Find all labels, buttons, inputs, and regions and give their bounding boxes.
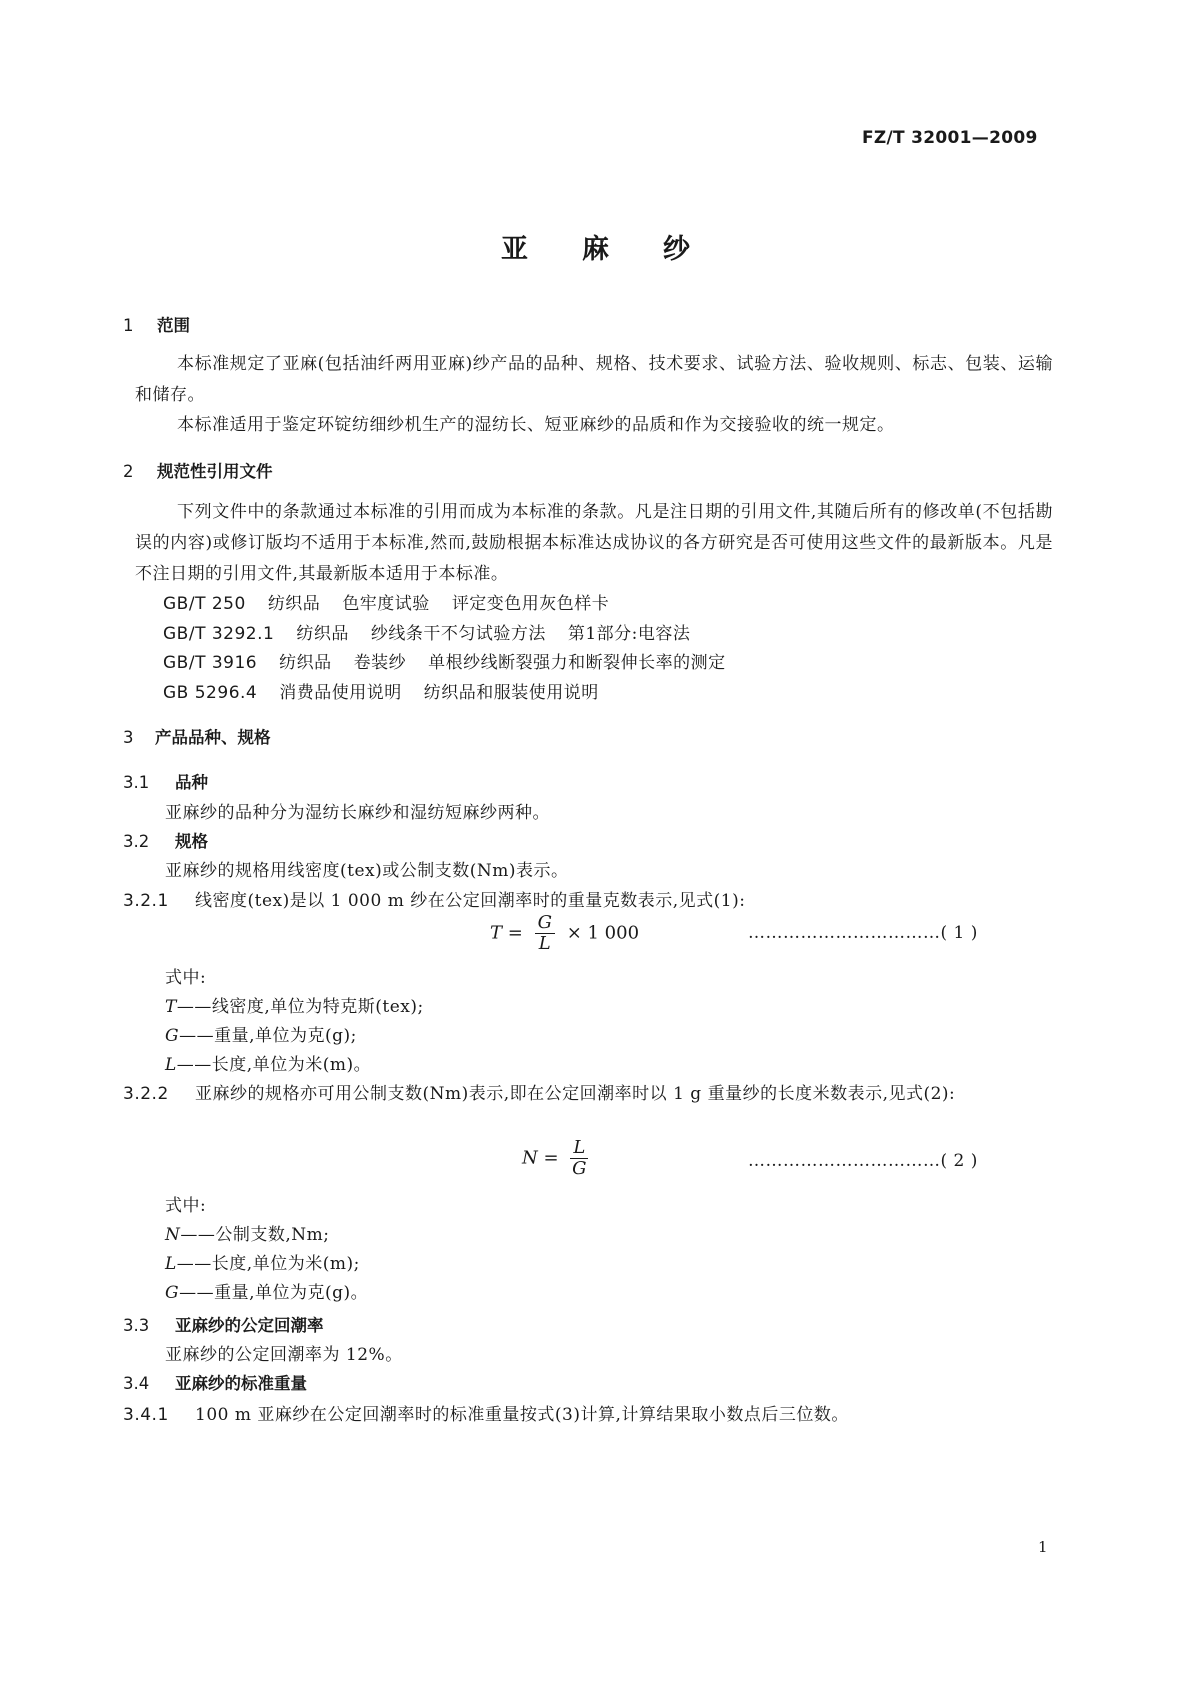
reference-part: 单根纱线断裂强力和断裂伸长率的测定 bbox=[428, 653, 726, 673]
section-2-para: 下列文件中的条款通过本标准的引用而成为本标准的条款。凡是注日期的引用文件,其随后所有的修改单(不包括勘误的内容)或修订版均不适用于本标准,然而,鼓励根据本标准达成协议的各方研究是否可使用这些文件的最新版本。凡是不注日期的引用文件,其最新版本适用于本标准。 bbox=[135, 502, 1053, 584]
formula-equals: = bbox=[543, 1147, 559, 1169]
reference-part: 纺织品 bbox=[279, 653, 332, 673]
variable-symbol: L bbox=[165, 1254, 177, 1274]
leader-dots: …………………………… bbox=[748, 1151, 941, 1171]
subsection-3-2-2 bbox=[123, 1080, 1058, 1109]
formula-numerator: L bbox=[570, 1138, 588, 1159]
section-number: 3.2 bbox=[123, 832, 150, 851]
title-char: 麻 bbox=[582, 234, 609, 265]
reference-code: GB 5296.4 bbox=[163, 683, 258, 703]
subsection-3-1-text: 亚麻纱的品种分为湿纺长麻纱和湿纺短麻纱两种。 bbox=[165, 803, 550, 823]
reference-part: 纺织品 bbox=[267, 594, 321, 614]
section-1-para-1: 本标准规定了亚麻(包括油纤两用亚麻)纱产品的品种、规格、技术要求、试验方法、验收规则、标志、包装、运输和储存。 bbox=[135, 354, 1053, 405]
reference-item bbox=[163, 589, 631, 614]
variable-definition bbox=[165, 1050, 371, 1075]
subsection-3-3-text: 亚麻纱的公定回潮率为 12%。 bbox=[165, 1345, 403, 1365]
subsection-3-2-heading bbox=[123, 828, 208, 852]
variable-symbol: N bbox=[165, 1225, 181, 1245]
section-2-heading bbox=[123, 458, 273, 482]
formula-lhs: N bbox=[522, 1147, 538, 1169]
subsection-text: 亚麻纱的规格亦可用公制支数(Nm)表示,即在公定回潮率时以 1 g 重量纱的长度米数表示,见式(2): bbox=[195, 1084, 956, 1104]
reference-item bbox=[163, 678, 621, 703]
reference-code: GB/T 3292.1 bbox=[163, 624, 275, 644]
where-label: 式中: bbox=[165, 968, 207, 988]
section-1-para-2: 本标准适用于鉴定环锭纺细纱机生产的湿纺长、短亚麻纱的品质和作为交接验收的统一规定。 bbox=[177, 415, 895, 435]
formula-lhs: T bbox=[490, 922, 503, 944]
subsection-3-2-1 bbox=[123, 886, 745, 911]
where-label: 式中: bbox=[165, 1196, 207, 1216]
title-char: 亚 bbox=[501, 234, 528, 265]
reference-part: 纱线条干不匀试验方法 bbox=[370, 624, 546, 644]
variable-symbol: G bbox=[165, 1283, 180, 1303]
standard-code: FZ/T 32001—2009 bbox=[862, 128, 1038, 148]
section-number: 3.1 bbox=[123, 773, 150, 792]
section-title: 亚麻纱的公定回潮率 bbox=[175, 1316, 324, 1335]
formula-label: ( 2 ) bbox=[940, 1151, 978, 1171]
formula-denominator: L bbox=[538, 933, 551, 954]
section-number: 3.3 bbox=[123, 1316, 150, 1335]
subsection-3-3-heading bbox=[123, 1312, 324, 1336]
variable-description: ——线密度,单位为特克斯(tex); bbox=[176, 997, 424, 1017]
variable-definition bbox=[165, 1249, 360, 1274]
section-number: 3.4.1 bbox=[123, 1405, 169, 1425]
formula-equals: = bbox=[507, 922, 523, 944]
reference-part: 纺织品 bbox=[296, 624, 349, 644]
variable-description: ——公制支数,Nm; bbox=[180, 1225, 330, 1245]
section-1-heading bbox=[123, 312, 190, 336]
reference-part: 消费品使用说明 bbox=[279, 683, 402, 703]
reference-part: 评定变色用灰色样卡 bbox=[451, 594, 610, 614]
variable-definition bbox=[165, 1220, 330, 1245]
variable-description: ——重量,单位为克(g)。 bbox=[179, 1283, 369, 1303]
subsection-3-4-heading bbox=[123, 1370, 307, 1394]
section-number: 1 bbox=[123, 316, 134, 335]
reference-part: 第1部分:电容法 bbox=[567, 624, 691, 644]
section-title: 产品品种、规格 bbox=[155, 728, 271, 747]
variable-symbol: G bbox=[165, 1026, 180, 1046]
subsection-3-2-text: 亚麻纱的规格用线密度(tex)或公制支数(Nm)表示。 bbox=[165, 861, 569, 881]
subsection-text: 线密度(tex)是以 1 000 m 纱在公定回潮率时的重量克数表示,见式(1): bbox=[195, 891, 746, 911]
reference-part: 色牢度试验 bbox=[342, 594, 430, 614]
section-number: 3 bbox=[123, 728, 134, 747]
reference-code: GB/T 3916 bbox=[163, 653, 258, 673]
formula-2-leader bbox=[748, 1151, 978, 1171]
formula-fraction bbox=[535, 913, 555, 954]
section-title: 规范性引用文件 bbox=[157, 462, 273, 481]
variable-definition bbox=[165, 1021, 357, 1046]
page-number: 1 bbox=[1038, 1538, 1048, 1556]
reference-item bbox=[163, 648, 748, 673]
reference-part: 纺织品和服装使用说明 bbox=[423, 683, 599, 703]
formula-fraction bbox=[570, 1138, 588, 1179]
reference-code: GB/T 250 bbox=[163, 594, 246, 614]
formula-denominator: G bbox=[572, 1158, 587, 1179]
formula-2 bbox=[522, 1138, 594, 1179]
section-number: 2 bbox=[123, 462, 134, 481]
formula-multiplier: × 1 000 bbox=[566, 922, 640, 944]
variable-definition bbox=[165, 992, 424, 1017]
variable-description: ——重量,单位为克(g); bbox=[179, 1026, 357, 1046]
formula-1 bbox=[490, 913, 639, 954]
section-title: 规格 bbox=[175, 832, 208, 851]
variable-description: ——长度,单位为米(m); bbox=[176, 1254, 360, 1274]
section-title: 品种 bbox=[175, 773, 208, 792]
section-3-heading bbox=[123, 724, 271, 748]
section-title: 范围 bbox=[157, 316, 190, 335]
variable-description: ——长度,单位为米(m)。 bbox=[176, 1055, 372, 1075]
title-char: 纱 bbox=[663, 234, 690, 265]
section-number: 3.2.2 bbox=[123, 1084, 169, 1104]
leader-dots: …………………………… bbox=[748, 923, 941, 943]
reference-part: 卷装纱 bbox=[353, 653, 407, 673]
subsection-3-1-heading bbox=[123, 769, 208, 793]
formula-label: ( 1 ) bbox=[940, 923, 978, 943]
section-number: 3.2.1 bbox=[123, 891, 169, 911]
variable-symbol: T bbox=[165, 997, 177, 1017]
subsection-3-4-1 bbox=[123, 1400, 849, 1425]
reference-item bbox=[163, 619, 712, 644]
formula-1-leader bbox=[748, 923, 978, 943]
section-number: 3.4 bbox=[123, 1374, 150, 1393]
subsection-text: 100 m 亚麻纱在公定回潮率时的标准重量按式(3)计算,计算结果取小数点后三位数。 bbox=[195, 1405, 849, 1425]
document-title bbox=[0, 227, 1191, 266]
variable-symbol: L bbox=[165, 1055, 177, 1075]
variable-definition bbox=[165, 1278, 368, 1303]
formula-numerator: G bbox=[535, 913, 555, 934]
section-title: 亚麻纱的标准重量 bbox=[175, 1374, 307, 1393]
